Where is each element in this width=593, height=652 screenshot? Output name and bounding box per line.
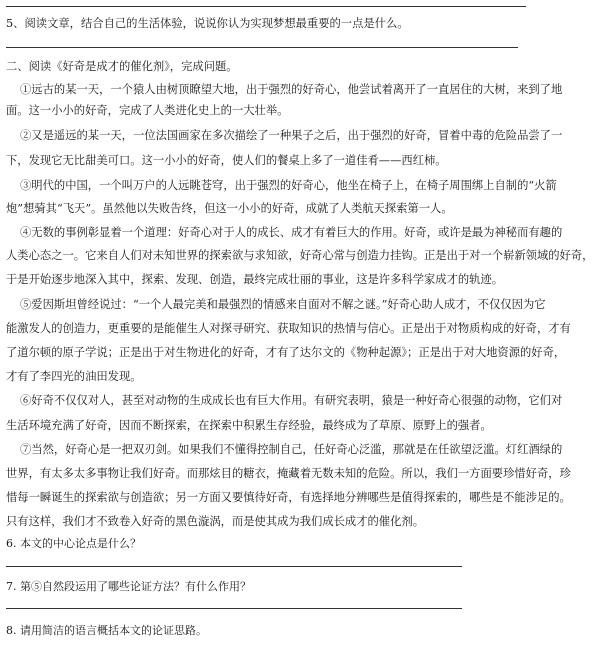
article-line: 生活环境充满了好奇，因而不断探索，在探索中积累生存经验，最终成为了草原、原野上的强者。 xyxy=(6,419,492,432)
article-line: 炮”想骑其“飞天”。虽然他以失败告终，但这一小小的好奇，成就了人类航天探索第一人。 xyxy=(6,202,453,215)
question-6: 6. 本文的中心论点是什么？ xyxy=(6,537,141,550)
article-line: 能激发人的创造力，更重要的是能催生人对探寻研究、获取知识的热情与信心。正是出于对物质构成的好奇，才有 xyxy=(6,322,571,335)
top-answer-line xyxy=(6,6,526,7)
article-line: 世界，有太多太多事物让我们好奇。而那炫目的糖衣，掩藏着无数未知的危险。所以，我们一方面要珍惜好奇，珍 xyxy=(6,467,571,480)
question-8: 8. 请用简洁的语言概括本文的论证思路。 xyxy=(6,624,207,637)
article-line: ①远古的某一天，一个猿人由树顶瞭望大地，出于强烈的好奇心，他尝试着离开了一直居住的大树，来到了地 xyxy=(20,83,563,96)
article-line: 了道尔顿的原子学说；正是出于对生物进化的好奇，才有了达尔文的《物种起源》；正是出于对大地资源的好奇， xyxy=(6,346,566,359)
question-6-answer-line xyxy=(6,566,462,567)
article-line: 惜每一瞬诞生的探索欲与创造欲；另一方面又要慎待好奇，有选择地分辨哪些是值得探索的，哪些是不能涉足的。 xyxy=(6,491,571,504)
section-2-heading: 二、阅读《好奇是成才的催化剂》，完成问题。 xyxy=(6,60,238,73)
article-line: 面。这一小小的好奇，完成了人类进化史上的一大壮举。 xyxy=(6,104,289,117)
article-line: 于是开始逐步地深入其中，探索、发现、创造，最终完成壮丽的事业，这是许多科学家成才的轨迹。 xyxy=(6,273,504,286)
question-7-answer-line xyxy=(6,608,462,609)
article-line: 下，发现它无比甜美可口。这一小小的好奇，使人们的餐桌上多了一道佳肴——西红柿。 xyxy=(6,154,447,167)
article-line: ④无数的事例彰显着一个道理：好奇心对于人的成长、成才有着巨大的作用。好奇，或许是最为神秘而有趣的 xyxy=(20,226,563,239)
article-line: ③明代的中国，一个叫万户的人远眺苍穹，出于强烈的好奇心，他坐在椅子上，在椅子周围绑上自制的“火箭 xyxy=(20,179,557,192)
question-5: 5、阅读文章，结合自己的生活体验，说说你认为实现梦想最重要的一点是什么。 xyxy=(6,17,409,30)
article-line: 只有这样，我们才不致卷入好奇的黑色漩涡，而是使其成为我们成长成才的催化剂。 xyxy=(6,515,424,528)
article-line: 才有了李四光的油田发现。 xyxy=(6,370,142,383)
article-line: ⑦当然，好奇心是一把双刃剑。如果我们不懂得控制自己，任好奇心泛滥，那就是在任欲望泛滥。灯红酒绿的 xyxy=(20,443,563,456)
question-5-answer-line xyxy=(6,47,518,48)
question-7: 7. 第⑤自然段运用了哪些论证方法？有什么作用？ xyxy=(6,580,251,593)
article-line: ⑤爱因斯坦曾经说过：“一个人最完美和最强烈的情感来自面对不解之谜。”好奇心助人成才，不仅仅因为它 xyxy=(20,298,546,311)
article-line: ②又是遥远的某一天，一位法国画家在多次描绘了一种果子之后，出于强烈的好奇，冒着中毒的危险品尝了一 xyxy=(20,129,563,142)
article-line: 人类心态之一。它来自人们对未知世界的探索欲与求知欲，好奇心常与创造力挂钩。正是出于对一个崭新领域的好奇， xyxy=(6,249,593,262)
article-line: ⑥好奇不仅仅对人，甚至对动物的生成成长也有巨大作用。有研究表明，猿是一种好奇心很强的动物，它们对 xyxy=(20,394,563,407)
